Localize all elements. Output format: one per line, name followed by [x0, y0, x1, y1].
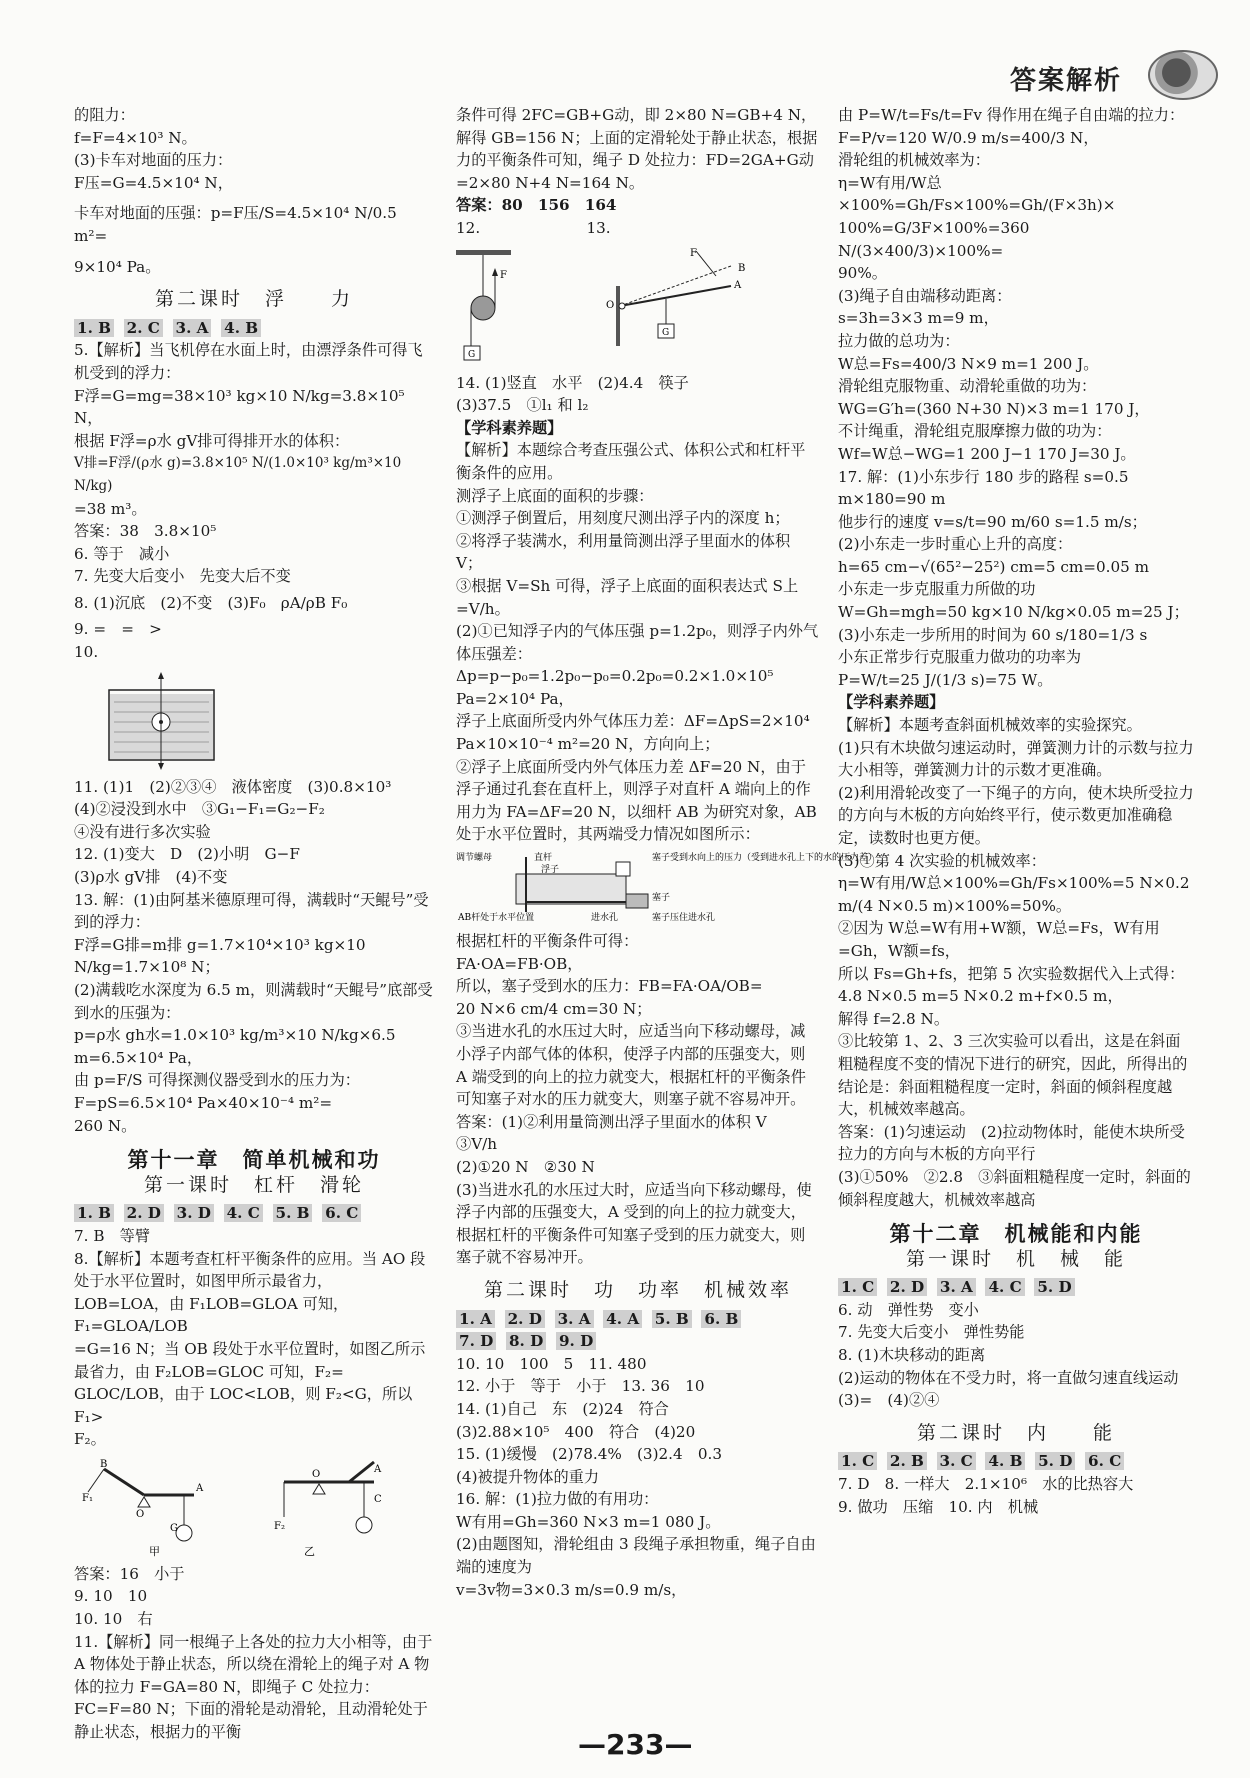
text-line: 7. 先变大后变小 先变大后不变 [74, 567, 291, 586]
text-line: 100%=G/3F×100%=360 N/(3×400/3)×100%= [838, 218, 1030, 260]
svg-text:B: B [100, 1458, 108, 1470]
text-line: 11. (1)1 (2)②③④ 液体密度 (3)0.8×10³ [74, 777, 392, 796]
text-line: (3)ρ水 gV排 (4)不变 [74, 868, 228, 887]
text-line: 9. 10 10 [74, 1587, 148, 1606]
text-line: WG=G′h=(360 N+30 N)×3 m=1 170 J， [838, 399, 1150, 418]
svg-text:F: F [500, 269, 507, 281]
text-line: (3)卡车对地面的压力： [74, 151, 233, 170]
text-line: (4)被提升物体的重力 [456, 1467, 600, 1486]
mc-answers [74, 317, 434, 340]
text-line: LOB=LOA，由 F₁LOB=GLOA 可知，F₁=GLOA/LOB [74, 1294, 349, 1336]
text-line: 答案：16 小于 [74, 1564, 185, 1583]
text-line: 17. 解：(1)小东步行 180 步的路程 s=0.5 m×180=90 m [838, 467, 1129, 509]
mc-answer: 2. D [887, 1278, 927, 1296]
text-line: 【解析】本题综合考查压强公式、体积公式和杠杆平衡条件的应用。 [456, 441, 806, 482]
column-3 [838, 104, 1194, 1518]
svg-text:O: O [136, 1508, 145, 1520]
text-line: 答案：(1)匀速运动 (2)拉动物体时，能使木块所受拉力的方向与木板的方向平行 [838, 1122, 1185, 1164]
text-line: 11.【解析】同一根绳子上各处的拉力大小相等，由于 A 物体处于静止状态，所以绕在滑轮上的绳子对 A 物体的拉力 F=GA=80 N，即绳子 C 处拉力：FC=F=80 N；下面的滑轮是动滑轮，且动滑轮处于静止状态，根据力的平衡 [74, 1632, 433, 1742]
text-line: 20 N×6 cm/4 cm=30 N； [456, 999, 652, 1018]
text-line: p=ρ水 gh水=1.0×10³ kg/m³×10 N/kg×6.5 m=6.5×10⁴ Pa， [74, 1026, 396, 1067]
svg-text:F: F [690, 247, 697, 259]
svg-text:A: A [734, 279, 742, 291]
fig-text: 塞子压住进水孔 [652, 913, 716, 924]
text-line: 14. (1)自己 东 (2)24 符合 [456, 1399, 669, 1418]
text-line: 答案：(1)②利用量筒测出浮子里面水的体积 V ③V/h [456, 1112, 782, 1154]
fig-label: 甲 [149, 1544, 160, 1558]
fig-text: 浮子 [541, 865, 560, 876]
text-line: 16. 解：(1)拉力做的有用功： [456, 1490, 659, 1509]
text-line: 15. (1)缓慢 (2)78.4% (3)2.4 0.3 [456, 1445, 723, 1464]
text-line: F=P/v=120 W/0.9 m/s=400/3 N， [838, 128, 1099, 147]
text-line: 260 N。 [74, 1116, 137, 1135]
column-1 [74, 104, 434, 1744]
text-line: 由 P=W/t=Fs/t=Fv 得作用在绳子自由端的拉力： [838, 106, 1185, 124]
section-title: 第二课时 功 功率 机械效率 [483, 1278, 792, 1301]
mc-answer: 1. B [74, 1204, 114, 1222]
mc-answer: 3. A [937, 1278, 976, 1296]
text-line: 由 p=F/S 可得探测仪器受到水的压力为： [74, 1071, 360, 1090]
text-line: 7. D 8. 一样大 2.1×10⁶ 水的比热容大 [838, 1475, 1134, 1494]
mc-answer: 4. B [985, 1452, 1025, 1470]
mc-answer: 4. A [603, 1310, 642, 1328]
mc-answer: 3. C [937, 1452, 976, 1470]
mc-answer: 3. A [173, 319, 212, 337]
text-line: =38 m³。 [74, 499, 147, 518]
text-line: (3)37.5 ①l₁ 和 l₂ [456, 396, 589, 415]
text-line: F浮=G=mg=38×10³ kg×10 N/kg=3.8×10⁵ N， [74, 386, 405, 428]
text-line: η=W有用/W总×100%=Gh/Fs×100%=5 N×0.2 m/(4 N×0.5 m)×100%=50%。 [838, 874, 1190, 915]
mc-answer: 3. A [555, 1310, 594, 1328]
text-line: 【学科素养题】 [838, 693, 945, 712]
text-line: (3)绳子自由端移动距离： [838, 286, 1012, 305]
mc-answer: 2. B [887, 1452, 927, 1470]
text-line: 6. 动 弹性势 变小 [838, 1300, 979, 1319]
mc-answers [838, 1450, 1194, 1473]
svg-text:G: G [662, 327, 670, 338]
text-line: 8. (1)沉底 (2)不变 (3)F₀ ρA/ρB F₀ [74, 593, 348, 612]
svg-text:O: O [606, 299, 615, 311]
mc-answer: 2. D [505, 1310, 545, 1328]
chapter-title: 第十一章 简单机械和功 [127, 1148, 381, 1173]
text-line: 所以，塞子受到水的压力：FB=FA·OA/OB= [456, 977, 763, 996]
text-line: (2)小东走一步时重心上升的高度： [838, 535, 1073, 554]
text-line: (3)当进水孔的水压过大时，应适当向下移动螺母，使浮子内部的压强变大，A 受到的向上的拉力就变大，根据杠杆的平衡条件可知塞子受到的压力就变大，则塞子就不容易冲开。 [456, 1180, 812, 1267]
text-line: F压=G=4.5×10⁴ N， [74, 173, 233, 192]
text-line: ③比较第 1、2、3 三次实验可以看出，这是在斜面粗糙程度不变的情况下进行的研究，因此，所得出的结论是：斜面粗糙程度一定时，斜面的倾斜程度越大，机械效率越高。 [838, 1032, 1188, 1119]
mc-answers [456, 1308, 820, 1331]
fig-text: 塞子受到水向上的压力（受到进水孔上下的水的压力差） [652, 853, 878, 864]
svg-text:C: C [374, 1493, 382, 1505]
mc-answer: 5. B [273, 1204, 313, 1222]
text-line: F浮=G排=m排 g=1.7×10⁴×10³ kg×10 N/kg=1.7×10⁸ N； [74, 935, 366, 977]
text-line: ②将浮子装满水，利用量筒测出浮子里面水的体积 V； [456, 531, 791, 573]
text-line: 滑轮组克服物重、动滑轮重做的功为： [838, 377, 1097, 396]
text-line: W=Gh=mgh=50 kg×10 N/kg×0.05 m=25 J； [838, 603, 1189, 622]
text-line: (2)①20 N ②30 N [456, 1157, 595, 1176]
text-line: (4)②浸没到水中 ③G₁−F₁=G₂−F₂ [74, 800, 325, 819]
mc-answer: 7. D [456, 1332, 496, 1350]
text-line: 拉力做的总功为： [838, 331, 960, 350]
text-line: 滑轮组的机械效率为： [838, 151, 990, 170]
text-line: 90%。 [838, 264, 887, 283]
publisher-logo-icon [1148, 50, 1218, 100]
text-line: 14. (1)竖直 水平 (2)4.4 筷子 [456, 373, 689, 392]
text-line: 9×10⁴ Pa。 [74, 257, 161, 276]
text-line: 【解析】本题考查斜面机械效率的实验探究。 [838, 716, 1142, 735]
svg-text:G: G [170, 1522, 178, 1534]
fig-text: 直杆 [534, 853, 553, 864]
text-line: F₂。 [74, 1430, 106, 1449]
svg-text:B: B [738, 262, 746, 274]
mc-answers [838, 1276, 1194, 1299]
text-line: 小东正常步行克服重力做功的功率为 [838, 648, 1081, 667]
figure-buoyancy-tank [104, 670, 434, 770]
text-line: 的阻力： [74, 106, 135, 124]
section-title: 第一课时 机 械 能 [905, 1247, 1126, 1270]
text-line: h=65 cm−√(65²−25²) cm=5 cm=0.05 m [838, 557, 1150, 576]
text-line: (2)①已知浮子内的气体压强 p=1.2p₀，则浮子内外气体压强差：Δp=p−p₀=1.2p₀−p₀=0.2p₀=0.2×1.0×10⁵ Pa=2×10⁴ Pa， [456, 622, 819, 708]
text-line: (2)由题图知，滑轮组由 3 段绳子承担物重，绳子自由端的速度为 [456, 1535, 816, 1577]
text-line: ③当进水孔的水压过大时，应适当向下移动螺母，减小浮子内部气体的体积，使浮子内部的压强变大，则 A 端受到的向上的拉力就变大，根据杠杆的平衡条件可知塞子对水的压力就变大，则塞子就不容易冲开。 [456, 1022, 806, 1109]
mc-answer: 8. D [506, 1332, 546, 1350]
svg-text:A: A [374, 1463, 382, 1475]
text-line: 10. 10 右 [74, 1610, 153, 1629]
mc-answer: 5. B [652, 1310, 692, 1328]
mc-answer: 1. B [74, 319, 114, 337]
text-line: 10. [74, 643, 99, 662]
text-line: V排=F浮/(ρ水 g)=3.8×10⁵ N/(1.0×10³ kg/m³×10 N/kg) [74, 455, 402, 494]
text-line: 测浮子上底面的面积的步骤： [456, 486, 654, 505]
text-line: 卡车对地面的压强：p=F压/S=4.5×10⁴ N/0.5 m²= [74, 204, 397, 245]
text-line: 他步行的速度 v=s/t=90 m/60 s=1.5 m/s； [838, 512, 1147, 531]
text-line: P=W/t=25 J/(1/3 s)=75 W。 [838, 670, 1053, 689]
chapter-title: 第十二章 机械能和内能 [889, 1222, 1143, 1247]
svg-text:O: O [312, 1468, 321, 1480]
text-line: W总=Fs=400/3 N×9 m=1 200 J。 [838, 354, 1099, 373]
text-line: (3)①50% ②2.8 ③斜面粗糙程度一定时，斜面的倾斜程度越大，机械效率越高 [838, 1167, 1191, 1209]
text-line: 9. 做功 压缩 10. 内 机械 [838, 1497, 1039, 1516]
text-line: η=W有用/W总×100%=Gh/Fs×100%=Gh/(F×3h)× [838, 173, 1116, 215]
text-line: W有用=Gh=360 N×3 m=1 080 J。 [456, 1512, 721, 1531]
fig-text: 调节螺母 [456, 853, 493, 864]
fig-label: 乙 [304, 1544, 315, 1558]
text-line: 12. 小于 等于 小于 13. 36 10 [456, 1377, 705, 1396]
text-line: 解得 f=2.8 N。 [838, 1009, 950, 1028]
text-line: =G=16 N；当 OB 段处于水平位置时，如图乙所示最省力，由 F₂LOB=GLOC 可知，F₂= [74, 1339, 426, 1381]
mc-answer: 5. D [1035, 1452, 1075, 1470]
mc-answer: 2. C [124, 319, 163, 337]
text-line: 9. = = > [74, 620, 162, 639]
mc-answer: 5. D [1034, 1278, 1074, 1296]
text-line: 10. 10 100 5 11. 480 [456, 1354, 647, 1373]
text-line: 13. 解：(1)由阿基米德原理可得，满载时“天鲲号”受到的浮力： [74, 890, 429, 932]
text-line: GLOC/LOB，由于 LOC<LOB，则 F₂<G，所以 F₁> [74, 1385, 413, 1426]
text-line: Wf=W总−WG=1 200 J−1 170 J=30 J。 [838, 444, 1136, 463]
text-line: (2)利用滑轮改变了一下绳子的方向，使木块所受拉力的方向与木板的方向始终平行，使示数更加准确稳定，读数时也更方便。 [838, 783, 1194, 847]
mc-answer: 4. C [985, 1278, 1024, 1296]
text-line: 答案：38 3.8×10⁵ [74, 522, 217, 541]
text-line: f=F=4×10³ N。 [74, 128, 197, 147]
text-line: 浮子上底面所受内外气体压力差：ΔF=ΔpS=2×10⁴ Pa×10×10⁻⁴ m²=20 N，方向向上； [456, 712, 810, 754]
text-line: (2)满载吃水深度为 6.5 m，则满载时“天鲲号”底部受到水的压强为： [74, 981, 433, 1022]
text-line: 小东走一步克服重力所做的功 [838, 580, 1036, 599]
svg-text:F₁: F₁ [82, 1492, 93, 1504]
section-title: 第一课时 杠杆 滑轮 [143, 1173, 364, 1196]
text-line: v=3v物=3×0.3 m/s=0.9 m/s， [456, 1580, 687, 1599]
mc-answer: 4. C [224, 1204, 263, 1222]
text-line: 7. 先变大后变小 弹性势能 [838, 1323, 1025, 1342]
text-line: s=3h=3×3 m=9 m， [838, 309, 999, 328]
text-line: (3)2.88×10⁵ 400 符合 (4)20 [456, 1422, 696, 1441]
text-line: 根据杠杆的平衡条件可得： [456, 932, 639, 951]
page-number: —233— [578, 1728, 693, 1761]
text-line: ③根据 V=Sh 可得，浮子上底面的面积表达式 S上=V/h。 [456, 576, 799, 618]
svg-text:A: A [196, 1482, 204, 1494]
mc-answer: 9. D [556, 1332, 596, 1350]
text-line: ②浮子上底面所受内外气体压力差 ΔF=20 N，由于浮子通过孔套在直杆上，则浮子对直杆 A 端向上的作用力为 FA=ΔF=20 N，以细杆 AB 为研究对象，AB 处于水平位置时，其两端受力情况如图所示： [456, 757, 817, 844]
mc-answer: 1. A [456, 1310, 495, 1328]
mc-answer: 2. D [124, 1204, 164, 1222]
text-line: 答案：80 156 164 [456, 196, 617, 215]
text-line: 12. 13. [456, 218, 611, 237]
text-line: 8.【解析】本题考查杠杆平衡条件的应用。当 AO 段处于水平位置时，如图甲所示最省力， [74, 1249, 426, 1291]
mc-answer: 4. B [221, 319, 261, 337]
mc-answer: 6. C [1085, 1452, 1124, 1470]
text-line: 不计绳重，滑轮组克服摩擦力做的功为： [838, 422, 1112, 441]
text-line: ④没有进行多次实验 [74, 822, 211, 841]
text-line: 6. 等于 减小 [74, 544, 170, 563]
text-line: ①测浮子倒置后，用刻度尺测出浮子内的深度 h； [456, 509, 790, 528]
text-line: 条件可得 2FC=GB+G动，即 2×80 N=GB+4 N，解得 GB=156 N；上面的定滑轮处于静止状态，根据力的平衡条件可知，绳子 D 处拉力：FD=2GA+G动=2×80 N+4 N=164 N。 [456, 106, 818, 192]
text-line: 5.【解析】当飞机停在水面上时，由漂浮条件可得飞机受到的浮力： [74, 341, 423, 382]
header-title: 答案解析 [1010, 66, 1123, 96]
figure-pulley-and-lever [456, 246, 820, 366]
text-line: (1)只有木块做匀速运动时，弹簧测力计的示数与拉力大小相等，弹簧测力计的示数才更准确。 [838, 738, 1194, 780]
figure-lever-jia-yi [74, 1457, 434, 1557]
text-line: (2)运动的物体在不受力时，将一直做匀速直线运动 (3)= (4)②④ [838, 1368, 1194, 1410]
text-line: F=pS=6.5×10⁴ Pa×40×10⁻⁴ m²= [74, 1093, 333, 1112]
mc-answer: 6. B [701, 1310, 741, 1328]
text-line: 根据 F浮=ρ水 gV排可得排开水的体积： [74, 431, 350, 450]
text-line: 8. (1)木块移动的距离 [838, 1346, 986, 1365]
fig-text: 进水孔 [591, 913, 619, 924]
text-line: 所以 Fs=Gh+fs，把第 5 次实验数据代入上式得： [838, 964, 1185, 983]
text-line: (3)①第 4 次实验的机械效率： [838, 851, 1046, 870]
fig-text: 塞子 [652, 893, 671, 904]
text-line: FA·OA=FB·OB， [456, 954, 583, 973]
mc-answer: 3. D [174, 1204, 214, 1222]
mc-answers [74, 1202, 434, 1225]
svg-text:G: G [468, 349, 476, 360]
text-line: 7. B 等臂 [74, 1226, 151, 1245]
mc-answers [456, 1330, 820, 1353]
figure-float-valve [456, 852, 878, 924]
text-line: 4.8 N×0.5 m=5 N×0.2 m+f×0.5 m， [838, 987, 1123, 1006]
mc-answer: 1. C [838, 1278, 877, 1296]
section-title: 第二课时 内 能 [916, 1421, 1115, 1444]
text-line: 【学科素养题】 [456, 418, 563, 437]
fig-text: AB杆处于水平位置 [458, 913, 535, 924]
svg-text:F₂: F₂ [274, 1520, 285, 1532]
mc-answer: 6. C [322, 1204, 361, 1222]
section-title: 第二课时 浮 力 [154, 288, 353, 311]
mc-answer: 1. C [838, 1452, 877, 1470]
text-line: ②因为 W总=W有用+W额，W总=Fs，W有用=Gh，W额=fs， [838, 919, 1160, 960]
text-line: 12. (1)变大 D (2)小明 G−F [74, 845, 300, 864]
text-line: (3)小东走一步所用的时间为 60 s/180=1/3 s [838, 625, 1148, 644]
